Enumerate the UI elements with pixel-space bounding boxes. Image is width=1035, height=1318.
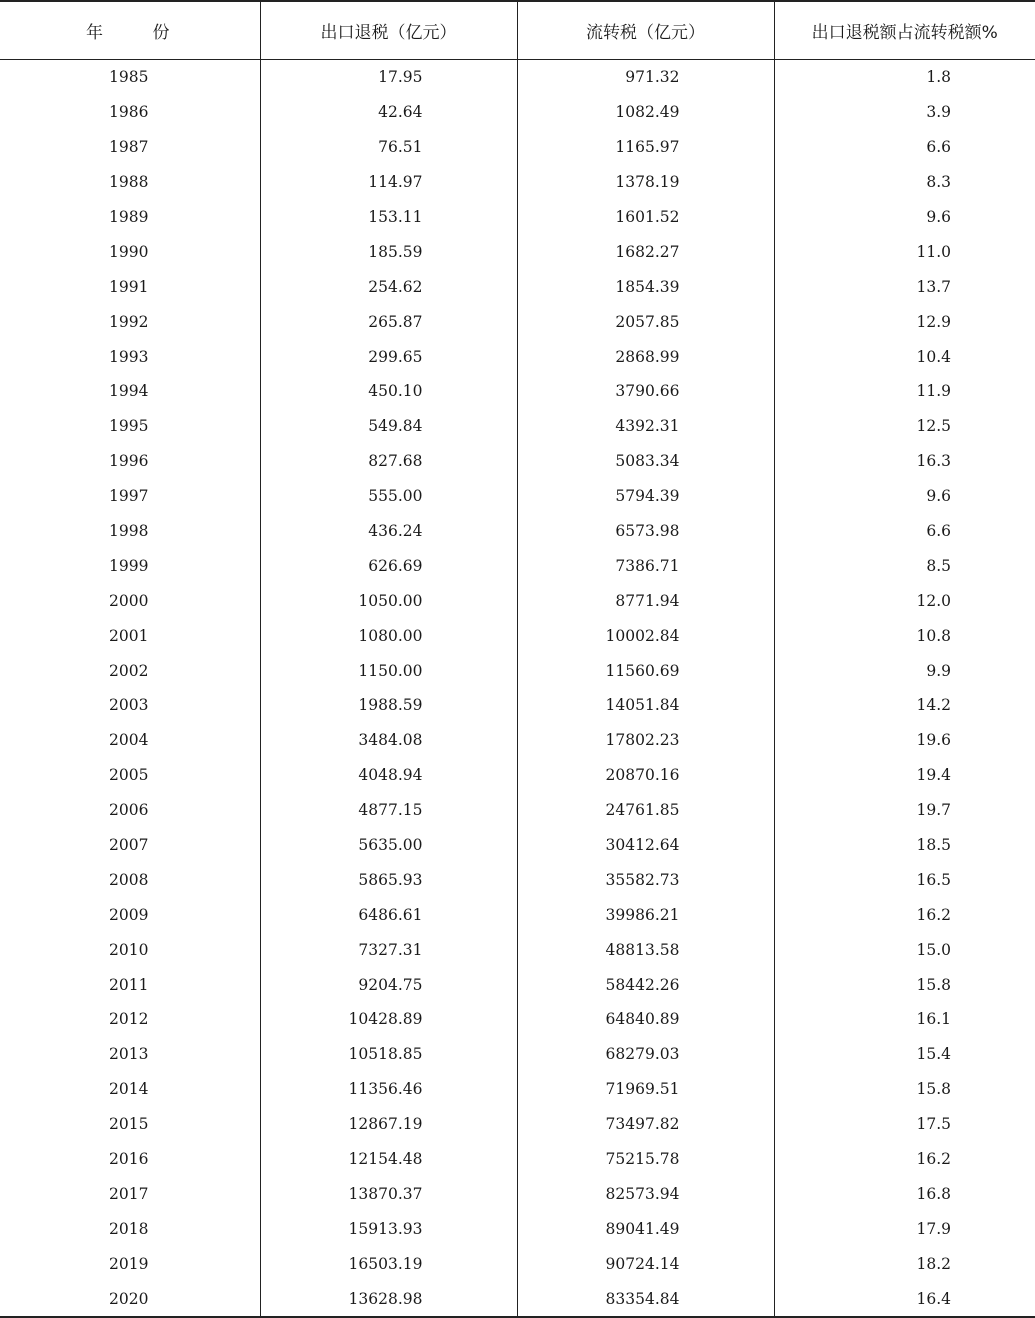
table-row <box>0 95 1035 130</box>
cell-year: 2009 <box>109 905 149 924</box>
table-row <box>0 723 1035 758</box>
cell-year: 1987 <box>109 138 149 157</box>
table-header <box>0 1 1035 60</box>
table-row <box>0 793 1035 828</box>
cell-turnover-tax: 83354.84 <box>517 1281 774 1317</box>
cell-turnover-tax: 73497.82 <box>517 1107 774 1142</box>
cell-rebate-share: 15.8 <box>774 1072 1035 1107</box>
cell-export-rebate: 13628.98 <box>260 1281 517 1317</box>
table-row <box>0 653 1035 688</box>
cell-export-rebate: 10518.85 <box>260 1037 517 1072</box>
cell-rebate-share: 17.5 <box>774 1107 1035 1142</box>
cell-rebate-share: 9.9 <box>774 653 1035 688</box>
header-row <box>0 1 1035 60</box>
cell-turnover-tax: 1601.52 <box>517 200 774 235</box>
table-row <box>0 1072 1035 1107</box>
cell-turnover-tax: 20870.16 <box>517 758 774 793</box>
cell-year: 2011 <box>109 975 149 994</box>
cell-rebate-share: 10.4 <box>774 339 1035 374</box>
cell-turnover-tax: 64840.89 <box>517 1002 774 1037</box>
cell-rebate-share: 18.5 <box>774 828 1035 863</box>
table-row <box>0 304 1035 339</box>
cell-year: 1992 <box>109 312 149 331</box>
cell-rebate-share: 9.6 <box>774 479 1035 514</box>
cell-turnover-tax: 6573.98 <box>517 514 774 549</box>
cell-turnover-tax: 7386.71 <box>517 548 774 583</box>
table-row <box>0 60 1035 95</box>
table-row <box>0 897 1035 932</box>
cell-export-rebate: 4877.15 <box>260 793 517 828</box>
cell-export-rebate: 1050.00 <box>260 583 517 618</box>
cell-export-rebate: 1988.59 <box>260 688 517 723</box>
table-row <box>0 130 1035 165</box>
cell-turnover-tax: 2868.99 <box>517 339 774 374</box>
cell-export-rebate: 555.00 <box>260 479 517 514</box>
cell-rebate-share: 15.0 <box>774 932 1035 967</box>
cell-export-rebate: 549.84 <box>260 409 517 444</box>
cell-turnover-tax: 11560.69 <box>517 653 774 688</box>
cell-rebate-share: 10.8 <box>774 618 1035 653</box>
cell-export-rebate: 254.62 <box>260 269 517 304</box>
cell-export-rebate: 42.64 <box>260 95 517 130</box>
cell-rebate-share: 3.9 <box>774 95 1035 130</box>
cell-rebate-share: 19.6 <box>774 723 1035 758</box>
table-row <box>0 1142 1035 1177</box>
cell-turnover-tax: 5794.39 <box>517 479 774 514</box>
cell-rebate-share: 12.5 <box>774 409 1035 444</box>
table-body <box>0 60 1035 1318</box>
table-row <box>0 1246 1035 1281</box>
cell-export-rebate: 3484.08 <box>260 723 517 758</box>
cell-export-rebate: 114.97 <box>260 165 517 200</box>
cell-turnover-tax: 48813.58 <box>517 932 774 967</box>
cell-rebate-share: 6.6 <box>774 130 1035 165</box>
cell-turnover-tax: 89041.49 <box>517 1211 774 1246</box>
cell-year: 2010 <box>109 940 149 959</box>
cell-export-rebate: 15913.93 <box>260 1211 517 1246</box>
cell-export-rebate: 153.11 <box>260 200 517 235</box>
cell-export-rebate: 13870.37 <box>260 1177 517 1212</box>
cell-rebate-share: 1.8 <box>774 60 1035 95</box>
cell-year: 2001 <box>109 626 149 645</box>
cell-turnover-tax: 1854.39 <box>517 269 774 304</box>
cell-export-rebate: 5865.93 <box>260 862 517 897</box>
table-row <box>0 1177 1035 1212</box>
table-row <box>0 548 1035 583</box>
cell-rebate-share: 15.8 <box>774 967 1035 1002</box>
cell-turnover-tax: 10002.84 <box>517 618 774 653</box>
cell-rebate-share: 12.9 <box>774 304 1035 339</box>
cell-year: 2004 <box>109 731 149 750</box>
cell-export-rebate: 265.87 <box>260 304 517 339</box>
cell-year: 2017 <box>109 1184 149 1203</box>
table-row <box>0 1211 1035 1246</box>
table-row <box>0 514 1035 549</box>
cell-rebate-share: 17.9 <box>774 1211 1035 1246</box>
cell-turnover-tax: 14051.84 <box>517 688 774 723</box>
cell-export-rebate: 1080.00 <box>260 618 517 653</box>
cell-rebate-share: 16.1 <box>774 1002 1035 1037</box>
table-row <box>0 409 1035 444</box>
cell-rebate-share: 16.2 <box>774 1142 1035 1177</box>
cell-year: 2007 <box>109 836 149 855</box>
cell-export-rebate: 12867.19 <box>260 1107 517 1142</box>
cell-rebate-share: 11.9 <box>774 374 1035 409</box>
table-row <box>0 967 1035 1002</box>
cell-turnover-tax: 3790.66 <box>517 374 774 409</box>
table-row <box>0 165 1035 200</box>
header-turnover-tax: 流转税（亿元） <box>517 1 774 60</box>
table-row <box>0 1281 1035 1317</box>
cell-rebate-share: 16.3 <box>774 444 1035 479</box>
table-row <box>0 932 1035 967</box>
cell-export-rebate: 7327.31 <box>260 932 517 967</box>
cell-export-rebate: 1150.00 <box>260 653 517 688</box>
table-row <box>0 374 1035 409</box>
cell-year: 1994 <box>109 382 149 401</box>
cell-year: 2018 <box>109 1219 149 1238</box>
cell-export-rebate: 436.24 <box>260 514 517 549</box>
cell-year: 2008 <box>109 870 149 889</box>
cell-turnover-tax: 82573.94 <box>517 1177 774 1212</box>
cell-turnover-tax: 971.32 <box>517 60 774 95</box>
cell-year: 1998 <box>109 522 149 541</box>
table-row <box>0 688 1035 723</box>
cell-year: 1996 <box>109 452 149 471</box>
cell-export-rebate: 5635.00 <box>260 828 517 863</box>
cell-year: 1986 <box>109 103 149 122</box>
table-row <box>0 269 1035 304</box>
cell-year: 2005 <box>109 766 149 785</box>
cell-year: 1990 <box>109 242 149 261</box>
cell-rebate-share: 16.5 <box>774 862 1035 897</box>
cell-export-rebate: 17.95 <box>260 60 517 95</box>
cell-year: 2012 <box>109 1010 149 1029</box>
cell-rebate-share: 9.6 <box>774 200 1035 235</box>
cell-turnover-tax: 4392.31 <box>517 409 774 444</box>
cell-rebate-share: 16.2 <box>774 897 1035 932</box>
cell-turnover-tax: 30412.64 <box>517 828 774 863</box>
table-row <box>0 828 1035 863</box>
table-row <box>0 444 1035 479</box>
cell-rebate-share: 14.2 <box>774 688 1035 723</box>
cell-export-rebate: 626.69 <box>260 548 517 583</box>
cell-rebate-share: 8.5 <box>774 548 1035 583</box>
cell-turnover-tax: 68279.03 <box>517 1037 774 1072</box>
cell-year: 1997 <box>109 487 149 506</box>
cell-turnover-tax: 8771.94 <box>517 583 774 618</box>
cell-rebate-share: 16.4 <box>774 1281 1035 1317</box>
cell-export-rebate: 12154.48 <box>260 1142 517 1177</box>
table-row <box>0 200 1035 235</box>
table-row <box>0 1107 1035 1142</box>
cell-rebate-share: 6.6 <box>774 514 1035 549</box>
cell-year: 2020 <box>0 1281 260 1317</box>
cell-export-rebate: 299.65 <box>260 339 517 374</box>
cell-turnover-tax: 1378.19 <box>517 165 774 200</box>
table-row <box>0 583 1035 618</box>
cell-export-rebate: 76.51 <box>260 130 517 165</box>
cell-rebate-share: 15.4 <box>774 1037 1035 1072</box>
cell-turnover-tax: 5083.34 <box>517 444 774 479</box>
cell-export-rebate: 10428.89 <box>260 1002 517 1037</box>
cell-rebate-share: 18.2 <box>774 1246 1035 1281</box>
table-row <box>0 479 1035 514</box>
cell-year: 2019 <box>109 1254 149 1273</box>
header-export-rebate: 出口退税（亿元） <box>260 1 517 60</box>
cell-turnover-tax: 1165.97 <box>517 130 774 165</box>
cell-export-rebate: 9204.75 <box>260 967 517 1002</box>
cell-turnover-tax: 90724.14 <box>517 1246 774 1281</box>
cell-turnover-tax: 1082.49 <box>517 95 774 130</box>
cell-year: 2003 <box>109 696 149 715</box>
cell-year: 1985 <box>109 68 149 87</box>
cell-export-rebate: 827.68 <box>260 444 517 479</box>
cell-turnover-tax: 17802.23 <box>517 723 774 758</box>
cell-year: 2002 <box>109 661 149 680</box>
cell-year: 1988 <box>109 173 149 192</box>
table-row <box>0 1037 1035 1072</box>
table-row <box>0 234 1035 269</box>
cell-year: 2000 <box>109 591 149 610</box>
cell-rebate-share: 16.8 <box>774 1177 1035 1212</box>
cell-turnover-tax: 58442.26 <box>517 967 774 1002</box>
cell-turnover-tax: 1682.27 <box>517 234 774 269</box>
cell-year: 1989 <box>109 208 149 226</box>
cell-rebate-share: 19.7 <box>774 793 1035 828</box>
cell-rebate-share: 19.4 <box>774 758 1035 793</box>
cell-turnover-tax: 24761.85 <box>517 793 774 828</box>
cell-export-rebate: 450.10 <box>260 374 517 409</box>
cell-year: 2016 <box>109 1150 149 1169</box>
cell-year: 2013 <box>109 1045 149 1064</box>
table-row <box>0 339 1035 374</box>
cell-rebate-share: 11.0 <box>774 234 1035 269</box>
table-row <box>0 862 1035 897</box>
table-row <box>0 758 1035 793</box>
cell-rebate-share: 13.7 <box>774 269 1035 304</box>
cell-year: 2014 <box>109 1080 149 1099</box>
table-row <box>0 1002 1035 1037</box>
cell-turnover-tax: 75215.78 <box>517 1142 774 1177</box>
cell-year: 1999 <box>109 556 149 575</box>
cell-rebate-share: 12.0 <box>774 583 1035 618</box>
table-row <box>0 618 1035 653</box>
cell-year: 2015 <box>109 1115 149 1134</box>
cell-turnover-tax: 35582.73 <box>517 862 774 897</box>
cell-export-rebate: 185.59 <box>260 234 517 269</box>
cell-export-rebate: 6486.61 <box>260 897 517 932</box>
cell-turnover-tax: 39986.21 <box>517 897 774 932</box>
cell-year: 1995 <box>109 417 149 436</box>
header-year: 年 份 <box>0 1 260 60</box>
cell-year: 1991 <box>109 277 149 296</box>
cell-turnover-tax: 2057.85 <box>517 304 774 339</box>
cell-year: 2006 <box>109 801 149 820</box>
cell-export-rebate: 11356.46 <box>260 1072 517 1107</box>
cell-rebate-share: 8.3 <box>774 165 1035 200</box>
cell-year: 1993 <box>109 347 149 366</box>
cell-export-rebate: 16503.19 <box>260 1246 517 1281</box>
header-rebate-share: 出口退税额占流转税额% <box>774 1 1035 60</box>
cell-turnover-tax: 71969.51 <box>517 1072 774 1107</box>
cell-export-rebate: 4048.94 <box>260 758 517 793</box>
